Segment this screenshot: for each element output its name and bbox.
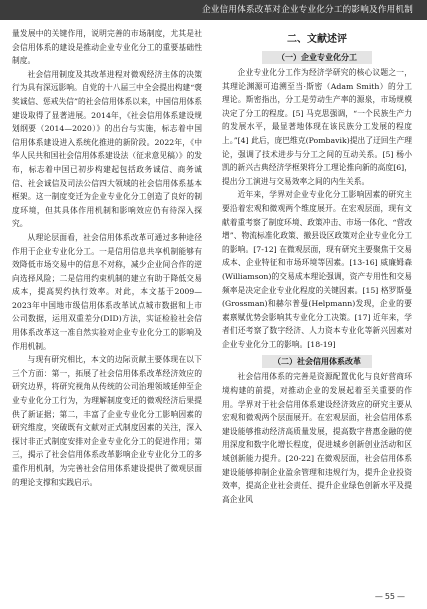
subsection-heading: （一）企业专业化分工 (262, 51, 372, 64)
page-number: — 55 — (374, 592, 405, 601)
body-paragraph: 量发展中的关键作用，说明完善的市场制度，尤其是社会信用体系的建设是推动企业专业化分工的重要基础性制度。 (12, 29, 202, 66)
body-paragraph: 社会信用制度及其改革进程对微观经济主体的决策行为具有深远影响。自党的十八届三中全会提出构建“褒奖诚信、惩戒失信”的社会信用体系以来，中国信用体系建设取得了显著进展。2014年，《社会信用体系建设规划纲要（2014—2020）》的出台与实施，标志着中国信用体系建设进入系统化推进的新阶段。2022年，《中华人民共和国社会信用体系建设法（征求意见稿）》的发布，标志着中国已初步构建起包括政务诚信、商务诚信、社会诚信及司法公信四大领域的社会信用体系基本框架。这一制度变迁为企业专业化分工创造了良好的制度环境，但其具体作用机制和影响效应仍有待深入探究。 (12, 69, 202, 229)
body-paragraph: 近年来，学界对企业专业化分工影响因素的研究主要沿着宏观和微观两个维度展开。在宏观层面，现有文献着重考察了制度环境、政策冲击、市场一体化、“营改增”、物流标准化政策、撤县设区政策对企业专业化分工的影响。[7-12] 在微观层面，现有研究主要聚焦于交易成本、企业特征和市场环境等因素。[13-16] 威廉姆森(Williamson)的交易成本理论强调，资产专用性和交易频率是决定企业专业化程度的关键因素。[15] 格罗斯曼(Grossman)和赫尔普曼(Helpmann)发现，企业的要素禀赋优势会影响其专业化分工决策。[17] 近年来，学者们还考察了数字经济、人力资本专业化等新兴因素对企业专业化分工的影响。[18-19] (222, 190, 412, 349)
left-column (12, 27, 202, 489)
subsection-heading: （二）社会信用体系改革 (262, 355, 372, 368)
body-paragraph: 从理论层面看，社会信用体系改革可通过多种途径作用于企业专业化分工。一是信用信息共享机制能够有效降低市场交易中的信息不对称，减少企业间合作的逆向选择风险；二是信用约束机制的建立有助于降低交易成本，提高契约执行效率。对此，本文基于2009—2023年中国地市级信用体系改革试点城市数据和上市公司数据，运用双重差分(DID)方法，实证检验社会信用体系改革这一准自然实验对企业专业化分工的影响及作用机制。 (12, 232, 202, 351)
page-number-value: 55 (384, 592, 395, 601)
body-paragraph: 企业专业化分工作为经济学研究的核心议题之一，其理论渊源可追溯至当·斯密（Adam Smith）的分工理论。斯密指出，分工是劳动生产率的源泉，市场规模决定了分工的程度。[5] 马克思强调，“一个民族生产力的发展水平，最显著地体现在该民族分工发展的程度上。”[4] 此后，庞巴维克(Pombavik)提出了迂回生产理论，强调了技术进步与分工之间的互动关系。[5] 杨小凯的新兴古典经济学框架将分工理论推向新的高度[6]，提出分工演进与交易效率之间的内生关系。 (222, 68, 412, 186)
section-heading: 二、文献述评 (287, 34, 347, 45)
body-paragraph: 社会信用体系的完善是资源配置优化与良好营商环境构建的前提，对推动企业的发展起着至关重要的作用。学界对于社会信用体系建设经济效应的研究主要从宏观和微观两个层面展开。在宏观层面，社会信用体系建设能够推动经济高质量发展，提高数字普惠金融的使用深度和数字化增长程度，促进城乡创新创业活动和区域创新能力提升。[20-22] 在微观层面，社会信用体系建设能够抑制企业盈余管理和违规行为，提升企业投资效率，提高企业社会责任、提升企业绿色创新水平及提高企业风 (222, 372, 412, 504)
right-column (222, 27, 412, 506)
running-header-bar (0, 0, 427, 20)
body-paragraph: 与现有研究相比，本文的边际贡献主要体现在以下三个方面：第一，拓展了社会信用体系改革经济效应的研究边界，将研究视角从传统的公司治理领域延伸至企业专业化分工行为，为理解制度变迁的微观经济后果提供了新证据；第二，丰富了企业专业化分工影响因素的研究维度，突破既有文献对正式制度因素的关注，深入探讨非正式制度安排对企业专业化分工的促进作用；第三，揭示了社会信用体系改革影响企业专业化分工的多重作用机制，为完善社会信用体系建设提供了微观层面的理论支撑和实践启示。 (12, 355, 202, 487)
running-header-title: 企业信用体系改革对企业专业化分工的影响及作用机制 (201, 5, 413, 15)
